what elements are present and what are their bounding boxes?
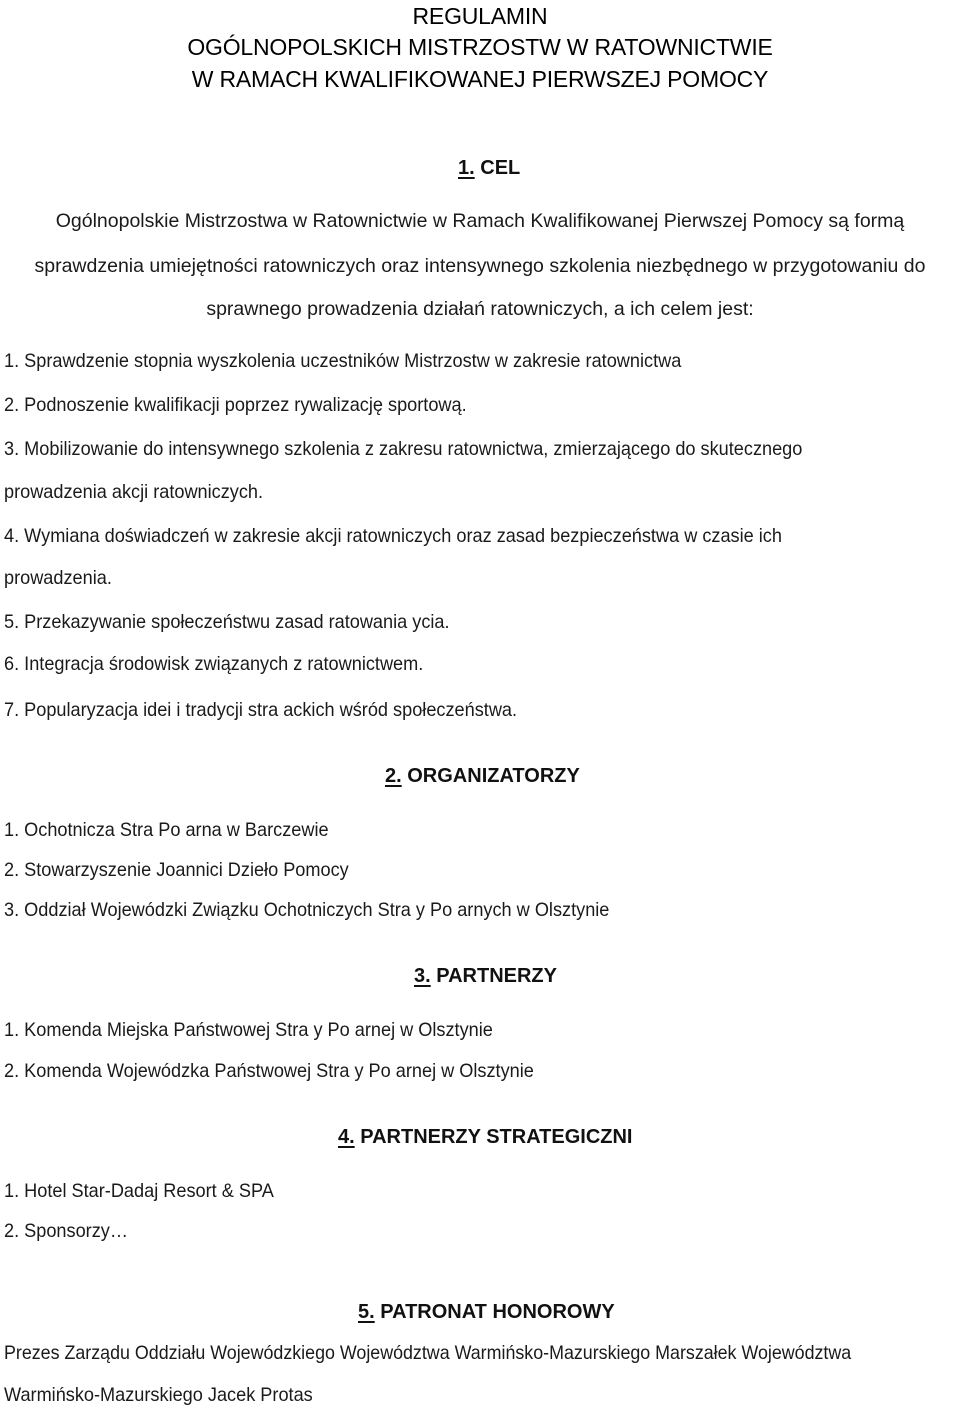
list-item: 3. Mobilizowanie do intensywnego szkolenia z zakresu ratownictwa, zmierzającego do skutecznego: [4, 438, 803, 460]
section-number: 1.: [458, 157, 475, 179]
list-item: 7. Popularyzacja idei i tradycji stra ackich wśród społeczeństwa.: [4, 699, 518, 721]
section-heading-partnerzy-strategiczni: [338, 1125, 632, 1149]
section-heading-patronat-honorowy: [358, 1300, 615, 1324]
section-title: ORGANIZATORZY: [407, 765, 580, 787]
document-title-line-1: REGULAMIN: [412, 3, 548, 29]
list-item: 2. Komenda Wojewódzka Państwowej Stra y Po arnej w Olsztynie: [4, 1060, 534, 1082]
section-title: PARTNERZY: [436, 965, 557, 987]
list-item: 2. Stowarzyszenie Joannici Dzieło Pomocy: [4, 859, 349, 881]
list-item: 1. Hotel Star-Dadaj Resort & SPA: [4, 1180, 274, 1202]
paragraph-line: sprawnego prowadzenia działań ratowniczych, a ich celem jest:: [206, 298, 754, 320]
list-item: 1. Ochotnicza Stra Po arna w Barczewie: [4, 819, 329, 841]
section-number: 5.: [358, 1301, 375, 1323]
list-item: 4. Wymiana doświadczeń w zakresie akcji ratowniczych oraz zasad bezpieczeństwa w czasie ich: [4, 525, 782, 547]
list-item: 2. Podnoszenie kwalifikacji poprzez rywalizację sportową.: [4, 394, 467, 416]
list-item: 6. Integracja środowisk związanych z ratownictwem.: [4, 653, 424, 675]
section-number: 3.: [414, 965, 431, 987]
section-heading-partnerzy: [414, 964, 557, 988]
paragraph-line: Warmińsko-Mazurskiego Jacek Protas: [4, 1384, 313, 1406]
section-number: 4.: [338, 1126, 355, 1148]
list-item: 1. Komenda Miejska Państwowej Stra y Po arnej w Olsztynie: [4, 1019, 493, 1041]
list-item: 5. Przekazywanie społeczeństwu zasad ratowania ycia.: [4, 611, 450, 633]
document-title-line-2: OGÓLNOPOLSKICH MISTRZOSTW W RATOWNICTWIE: [187, 34, 773, 60]
list-item: prowadzenia akcji ratowniczych.: [4, 481, 264, 503]
list-item: prowadzenia.: [4, 567, 112, 589]
section-heading-organizatorzy: [385, 764, 580, 788]
list-item: 2. Sponsorzy…: [4, 1220, 128, 1242]
list-item: 3. Oddział Wojewódzki Związku Ochotniczych Stra y Po arnych w Olsztynie: [4, 899, 610, 921]
paragraph-line: Ogólnopolskie Mistrzostwa w Ratownictwie w Ramach Kwalifikowanej Pierwszej Pomocy są formą: [55, 210, 905, 232]
section-title: PARTNERZY STRATEGICZNI: [360, 1126, 633, 1148]
section-title: CEL: [480, 157, 521, 179]
paragraph-line: sprawdzenia umiejętności ratowniczych oraz intensywnego szkolenia niezbędnego w przygotowaniu do: [34, 255, 926, 277]
section-title: PATRONAT HONOROWY: [380, 1301, 615, 1323]
section-number: 2.: [385, 765, 402, 787]
document-title-line-3: W RAMACH KWALIFIKOWANEJ PIERWSZEJ POMOCY: [191, 66, 769, 92]
section-heading-cel: [458, 156, 520, 180]
paragraph-line: Prezes Zarządu Oddziału Wojewódzkiego Województwa Warmińsko-Mazurskiego Marszałek Województwa: [4, 1342, 852, 1364]
list-item: 1. Sprawdzenie stopnia wyszkolenia uczestników Mistrzostw w zakresie ratownictwa: [4, 350, 682, 372]
